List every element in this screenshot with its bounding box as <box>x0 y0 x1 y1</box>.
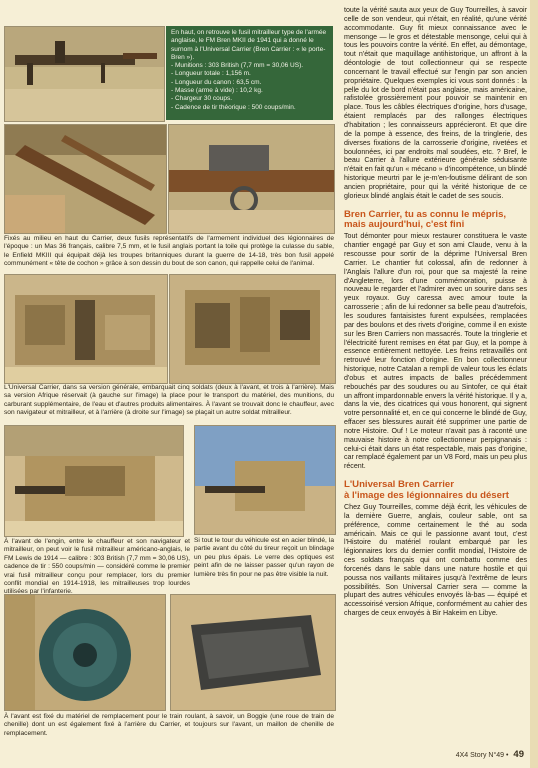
section-heading-bren-carrier <box>344 210 527 231</box>
article-column <box>344 6 527 618</box>
caption-front-lewis: À l'avant de l'engin, entre le chauffeur et son navigateur et mitrailleur, on peut voir le fusil mitrailleur américano-anglais, le FM Lewis de 1914 — calibre : 303 British (7,7 mm = 30,06 US), cadence de tir : 550 coups/min — considéré comme le premier vrai fusil mitrailleur conçu pour remplacer, lors du premier conflit mondial en 1914-1918, les mitrailleuses trop lourdes utilisées par l'infanterie. <box>4 538 190 596</box>
article-paragraph: Tout démonter pour mieux restaurer constituera le vaste chantier engagé par Guy et son ami Claude, venu à la rescousse pour sortir de la déprime l'Universal Bren Carrier. Le chantier fut colossal, afin de redonner à l'Anglais l'allure d'un roi, pour que sa majesté la reine d'Angleterre, lors d'une commémoration, puisse à nouveau le regarder et l'admirer avec un sourire dans ses yeux royaux. Guy caressa avec amour toute la carrosserie ; afin de lui redonner sa belle peau d'autrefois, les soudures fantaisistes furent expulsées, remplacées par des boulons et des rivets d'origine, comme il en existe sur les Bren Carriers non massacrés. Toute la tringlerie et l'électricité furent remises en état par Guy, et la pompe à essence entièrement nettoyée. Les freins retravaillés ont retrouvé leur fonction d'origine. En bon collectionneur historique, notre Catalan a rempli de valeur tous les éclats d'obus et autres impacts de balles précédemment rebouchés par des soudures ou au Sintofer, ce qui était un affront impardonnable envers la vérité historique. Il y a, dans la vie, des cicatrices qui vous honorent, qui signent votre personnalité et, en ce qui concerne le blindé de Guy, effacer ses blessures aurait été supprimer une partie de notre Histoire. Ouf ! Le moteur n'avait pas à raconté une mauvaise histoire à notre collectionneur perpignanais : celui-ci était dans un état respectable, mais pas d'origine, car remplacé également par un V8 Ford, mais un peu plus récent. <box>344 232 527 471</box>
photo-rifles-overview <box>4 124 167 234</box>
heading-line: Bren Carrier, tu as connu le mépris, <box>344 208 507 220</box>
spec-item: - Munitions : 303 British (7,7 mm = 30,06 US). <box>171 62 304 70</box>
photo-tower-armour <box>194 425 336 535</box>
article-paragraph: toute la vérité sauta aux yeux de Guy Tourreilles, à savoir celle de son vendeur, qui n'était, en réalité, qu'une vérité accommodante. Guy fit mieux connaissance avec le mensonge — le gros et détestable mensonge, celui qui à tous les pouvoirs contre la vérité. En effet, au démontage, tout n'était que maquillage antihistorique, un affront à la déontologie de tout collectionneur qui se respecte concernant le travail effectué sur l'engin par son ancien propriétaire. Quelques exemples ici vous sont donnés : la pelle du lot de bord n'était pas anglaise, mais américaine, rafistolée grossièrement pour pouvoir se maintenir en place. Tous les câbles électriques d'origine, hors d'usage, étaient remplacés par des rallonges électriques d'habitation ; les connaisseurs apprécieront. Et que dire de la pompe à essence, des freins, de la tringlerie, des diverses fixations de la carrosserie d'origine, rivetées et boulonnées, ici par endroits mal soudées, etc. ? Bref, le beau Carrier à l'allure extérieure générale séduisante n'était en fait qu'un « mécano » d'incompétence, un blindé historique meurtri par le je-m'en-foutisme délirant de son ancien propriétaire, pour qui la vérité historique de ce glorieux blindé anglais était le cadet de ses soucis. <box>344 6 527 200</box>
page-folio <box>456 749 524 760</box>
folio-separator: • <box>506 752 509 759</box>
page-edge <box>530 0 538 768</box>
spec-item: - Longueur du canon : 63,5 cm. <box>171 78 262 86</box>
caption-tower-armour: Si tout le tour du véhicule est en acier blindé, la partie avant du côté du tireur reçoit un blindage un peu plus épais. Le verre des optiques est peint afin de ne laisser passer qu'un rayon de lumière très fin pour ne pas être visible la nuit. <box>194 537 334 578</box>
heading-line: L'Universal Bren Carrier <box>344 479 454 491</box>
spec-item: - Longueur totale : 1,156 m. <box>171 70 251 78</box>
photo-track-link <box>170 594 336 711</box>
photo-interior-left <box>4 274 168 384</box>
page-number: 49 <box>513 749 524 760</box>
heading-line: mais aujourd'hui, c'est fini <box>344 218 465 230</box>
photo-interior-right <box>169 274 336 384</box>
bren-spec-list <box>171 62 328 112</box>
caption-rifles: Fixés au milieu en haut du Carrier, deux fusils représentatifs de l'armement individuel des légionnaires de l'époque : un Mas 36 français, calibre 7,5 mm, et le fusil anglais portant la toile qui protège la culasse du sable, le Enfield MKIII qui équipait déjà les troupes britanniques durant la guerre de 14-18, très bon fusil appelé communément « tête de cochon » grâce à son dessin du bout de son canon, qui rappelle celui de l'animal. <box>4 235 334 268</box>
caption-bren-intro: En haut, on retrouve le fusil mitrailleur type de l'armée anglaise, le FM Bren MKII de 1941 qui a donné le surnom à l'Universal Carrier (Bren Carrier : « le porte-Bren »). <box>171 29 327 61</box>
caption-interior: L'Universal Carrier, dans sa version générale, embarquait cinq soldats (deux à l'avant, et trois à l'arrière). Mais sa version Afrique réservait (à gauche sur l'image) la place pour le transport du matériel, des munitions, du carburant supplémentaire, de l'eau et d'autres produits alimentaires. À l'avant se trouvait donc le chauffeur, avec son navigateur et mitrailleur, et à l'arrière (à droite sur l'image) se plaçait un autre soldat mitrailleur. <box>4 384 334 417</box>
section-heading-legionnaires <box>344 480 527 501</box>
photo-front-lewis <box>4 425 184 537</box>
heading-line: à l'image des légionnaires du désert <box>344 489 509 501</box>
spec-item: - Masse (arme à vide) : 10,2 kg. <box>171 87 263 95</box>
photo-boggie-wheel <box>4 594 166 711</box>
photo-bren-gun <box>4 26 165 122</box>
spec-item: - Chargeur 30 coups. <box>171 95 233 103</box>
caption-bren-specs <box>166 26 333 120</box>
article-paragraph: Chez Guy Tourreilles, comme déjà écrit, les véhicules de la dernière Guerre, anglais, couleur sable, ont sa préférence, comme certainement le thé au soda américain. Mais ce qui le passionne avant tout, c'est l'Histoire du matériel roulant embarqué par les légionnaires lors du dernier conflit mondial, l'Histoire de ces soldats français qui ont combattu comme des forcenés dans le sable dans une nature hostile et qui poussa nos vaillants militaires jusqu'à l'extrême de leurs possibilités. Son Universal Carrier sera — comme la plupart des autres véhicules envoyés là-bas — équipé et accessoirisé version Afrique, conformément au cahier des charges de ceux envoyés à Bir Hakeim en Libye. <box>344 502 527 618</box>
caption-boggie: À l'avant est fixé du matériel de remplacement pour le train roulant, à savoir, un Boggie (une roue de train de chenille) dont un est également fixé à l'arrière du Carrier, et toujours sur l'avant, un maillon de chenille de remplacement. <box>4 713 334 737</box>
magazine-name: 4X4 Story N°49 <box>455 752 505 759</box>
spec-item: - Cadence de tir théorique : 500 coups/min. <box>171 103 296 111</box>
photo-rifle-detail <box>168 124 335 234</box>
